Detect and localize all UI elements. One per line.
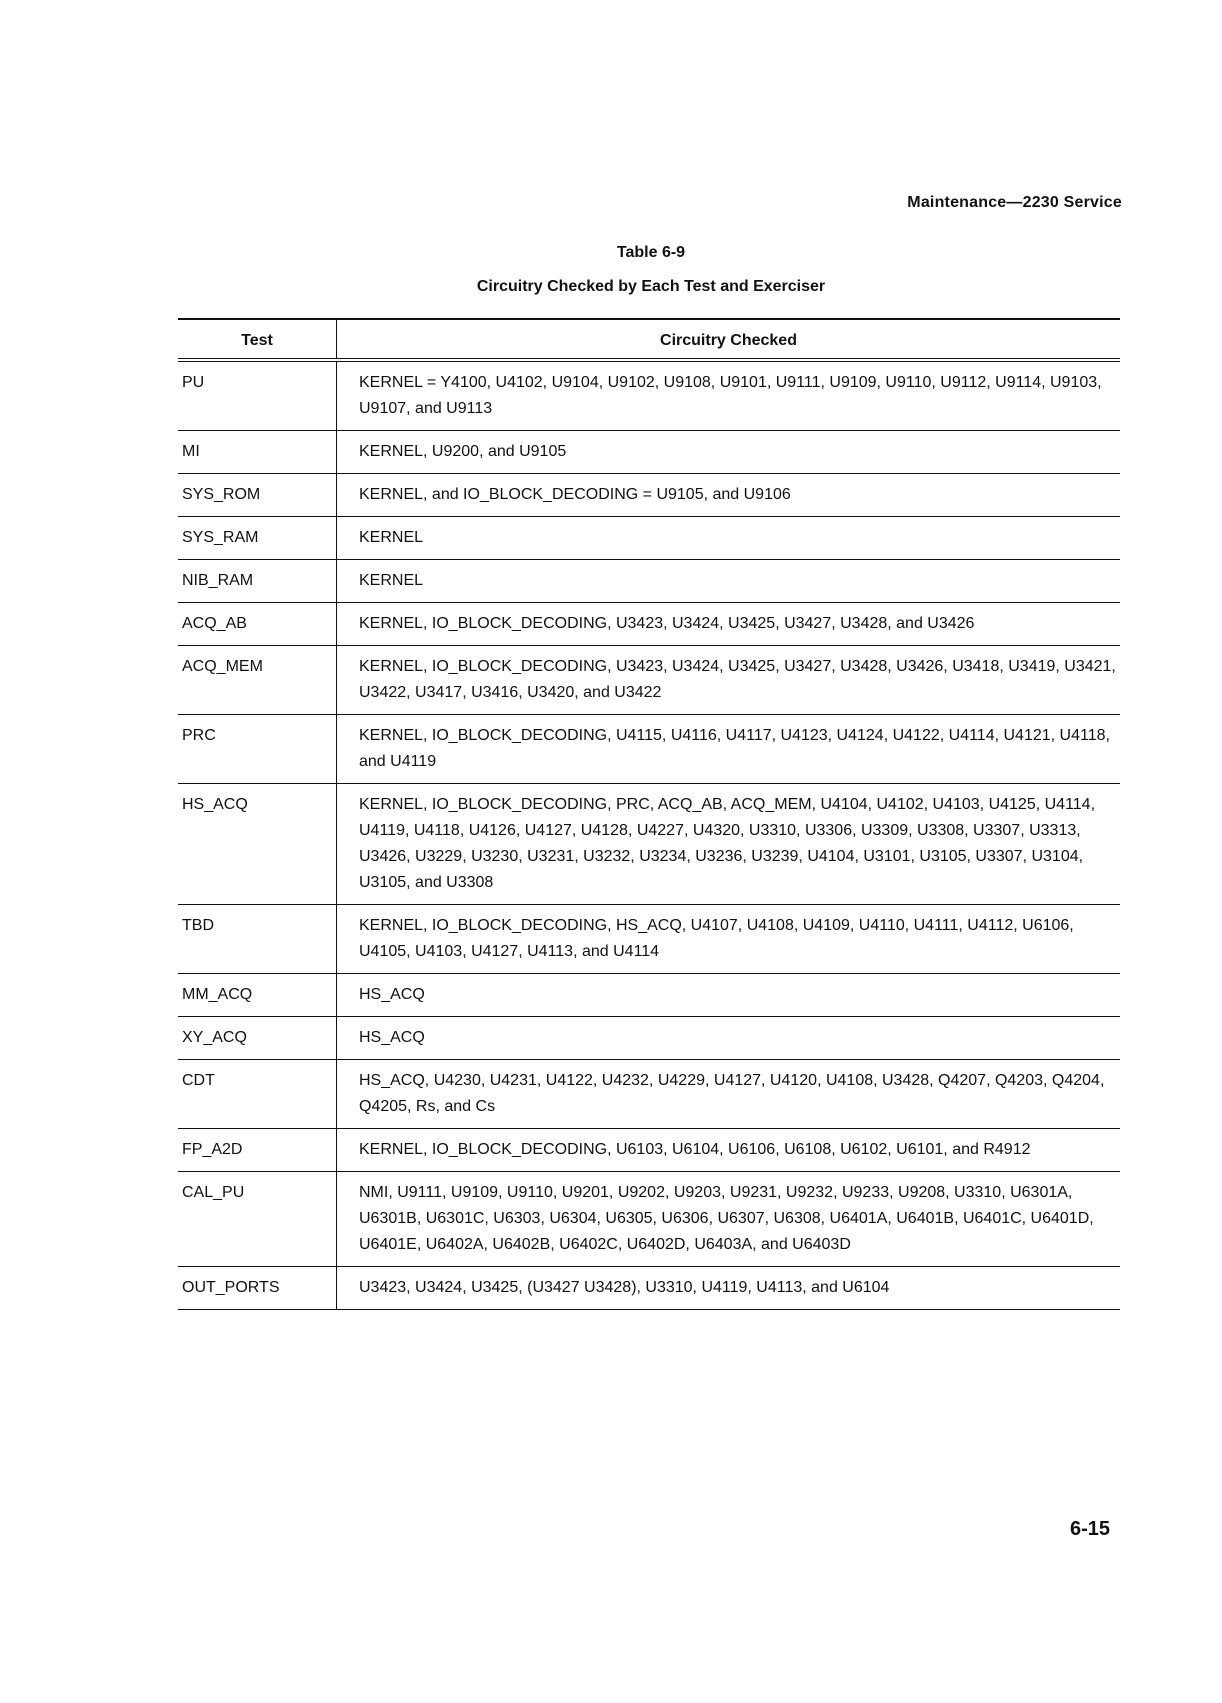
table-row <box>178 560 1120 603</box>
test-name-cell: XY_ACQ <box>178 1017 337 1060</box>
test-name-cell: PRC <box>178 715 337 784</box>
table-body <box>178 360 1120 1310</box>
test-name-cell: TBD <box>178 905 337 974</box>
table-row <box>178 784 1120 905</box>
running-header: Maintenance—2230 Service <box>907 194 1122 211</box>
table-row <box>178 1129 1120 1172</box>
circuitry-cell: KERNEL <box>337 560 1121 603</box>
table-number: Table 6-9 <box>616 244 686 261</box>
table-row <box>178 603 1120 646</box>
circuitry-cell: KERNEL, IO_BLOCK_DECODING, PRC, ACQ_AB, ACQ_MEM, U4104, U4102, U4103, U4125, U4114, U4119, U4118, U4126, U4127, U4128, U4227, U4320, U3310, U3306, U3309, U3308, U3307, U3313, U3426, U3229, U3230, U3231, U3232, U3234, U3236, U3239, U4104, U3101, U3105, U3307, U3104, U3105, and U3308 <box>337 784 1121 905</box>
circuitry-cell: U3423, U3424, U3425, (U3427 U3428), U3310, U4119, U4113, and U6104 <box>337 1267 1121 1310</box>
table-row <box>178 905 1120 974</box>
test-name-cell: ACQ_AB <box>178 603 337 646</box>
test-name-cell: OUT_PORTS <box>178 1267 337 1310</box>
test-name-cell: SYS_ROM <box>178 474 337 517</box>
table-row <box>178 715 1120 784</box>
test-name-cell: NIB_RAM <box>178 560 337 603</box>
circuitry-cell: HS_ACQ <box>337 974 1121 1017</box>
circuitry-cell: HS_ACQ <box>337 1017 1121 1060</box>
table-row <box>178 974 1120 1017</box>
circuitry-cell: KERNEL, IO_BLOCK_DECODING, U3423, U3424, U3425, U3427, U3428, and U3426 <box>337 603 1121 646</box>
table-row <box>178 474 1120 517</box>
test-name-cell: PU <box>178 360 337 431</box>
circuitry-cell: KERNEL, IO_BLOCK_DECODING, U3423, U3424, U3425, U3427, U3428, U3426, U3418, U3419, U3421, U3422, U3417, U3416, U3420, and U3422 <box>337 646 1121 715</box>
test-name-cell: SYS_RAM <box>178 517 337 560</box>
test-name-cell: ACQ_MEM <box>178 646 337 715</box>
circuitry-cell: KERNEL, IO_BLOCK_DECODING, U4115, U4116, U4117, U4123, U4124, U4122, U4114, U4121, U4118, and U4119 <box>337 715 1121 784</box>
circuitry-cell: HS_ACQ, U4230, U4231, U4122, U4232, U4229, U4127, U4120, U4108, U3428, Q4207, Q4203, Q4204, Q4205, Rs, and Cs <box>337 1060 1121 1129</box>
circuitry-cell: KERNEL <box>337 517 1121 560</box>
circuitry-cell: NMI, U9111, U9109, U9110, U9201, U9202, U9203, U9231, U9232, U9233, U9208, U3310, U6301A, U6301B, U6301C, U6303, U6304, U6305, U6306, U6307, U6308, U6401A, U6401B, U6401C, U6401D, U6401E, U6402A, U6402B, U6402C, U6402D, U6403A, and U6403D <box>337 1172 1121 1267</box>
column-header-circuitry: Circuitry Checked <box>337 319 1121 360</box>
table-row <box>178 1267 1120 1310</box>
table-row <box>178 1172 1120 1267</box>
test-name-cell: HS_ACQ <box>178 784 337 905</box>
test-name-cell: FP_A2D <box>178 1129 337 1172</box>
circuitry-cell: KERNEL, U9200, and U9105 <box>337 431 1121 474</box>
table-row <box>178 431 1120 474</box>
page-number: 6-15 <box>1069 1518 1110 1540</box>
table-row <box>178 646 1120 715</box>
table-header-row <box>178 319 1120 360</box>
table-row <box>178 1017 1120 1060</box>
table-row <box>178 1060 1120 1129</box>
table-row <box>178 360 1120 431</box>
test-name-cell: CDT <box>178 1060 337 1129</box>
test-name-cell: MI <box>178 431 337 474</box>
circuitry-table <box>178 318 1120 1310</box>
column-header-test: Test <box>178 319 337 360</box>
circuitry-cell: KERNEL, IO_BLOCK_DECODING, HS_ACQ, U4107, U4108, U4109, U4110, U4111, U4112, U6106, U4105, U4103, U4127, U4113, and U4114 <box>337 905 1121 974</box>
test-name-cell: MM_ACQ <box>178 974 337 1017</box>
table-title: Circuitry Checked by Each Test and Exerciser <box>476 278 826 295</box>
circuitry-cell: KERNEL = Y4100, U4102, U9104, U9102, U9108, U9101, U9111, U9109, U9110, U9112, U9114, U9103, U9107, and U9113 <box>337 360 1121 431</box>
circuitry-cell: KERNEL, IO_BLOCK_DECODING, U6103, U6104, U6106, U6108, U6102, U6101, and R4912 <box>337 1129 1121 1172</box>
test-name-cell: CAL_PU <box>178 1172 337 1267</box>
circuitry-cell: KERNEL, and IO_BLOCK_DECODING = U9105, and U9106 <box>337 474 1121 517</box>
table-row <box>178 517 1120 560</box>
